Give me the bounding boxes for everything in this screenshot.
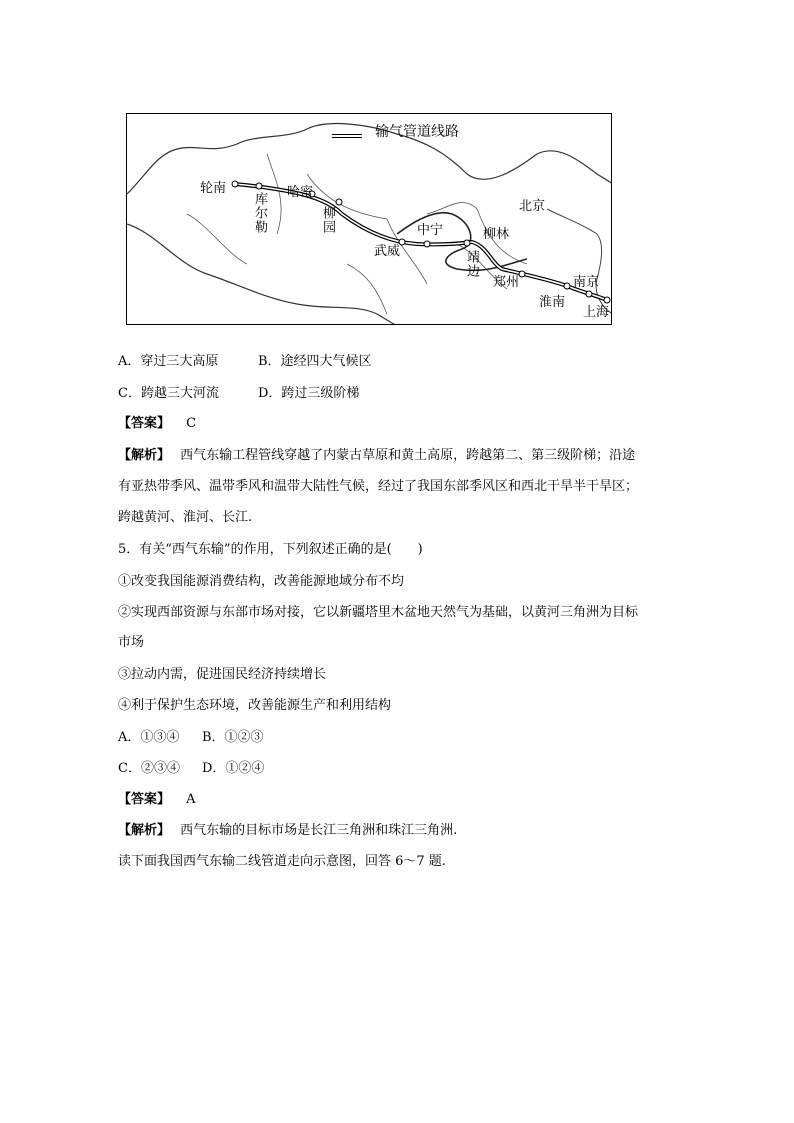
label-kuerle: 库尔勒 <box>252 192 267 234</box>
label-zhongning: 中宁 <box>417 223 444 238</box>
label-liuyuan: 柳园 <box>320 206 335 234</box>
q4-options-row-2 <box>118 384 359 404</box>
station-liuyuan <box>336 199 342 205</box>
station-jingbian <box>464 240 470 246</box>
q5-stem: 5．有关“西气东输”的作用，下列叙述正确的是( ) <box>118 542 423 557</box>
label-jingbian: 靖边 <box>464 250 479 278</box>
analysis-label: 【解析】 <box>118 448 171 463</box>
label-zhengzhou: 郑州 <box>493 275 520 290</box>
answer-label: 【答案】 <box>118 416 171 431</box>
border-line-2 <box>127 224 397 325</box>
q5-statement-4: ④利于保护生态环境，改善能源生产和利用结构 <box>118 698 392 713</box>
station-shanghai <box>604 297 610 303</box>
q5-statement-2: ②实现西部资源与东部市场对接，它以新疆塔里木盆地天然气为基础，以黄河三角洲为目标 <box>118 605 639 620</box>
q5-options-row-1 <box>118 728 264 748</box>
pipeline-map <box>126 113 612 325</box>
q4-analysis-line-3: 跨越黄河、淮河、长江. <box>118 510 253 525</box>
analysis-text: 西气东输的目标市场是长江三角洲和珠江三角洲. <box>180 823 458 838</box>
label-shanghai: 上海 <box>583 305 610 320</box>
next-question-intro: 读下面我国西气东输二线管道走向示意图，回答 6～7 题. <box>118 854 446 869</box>
station-zhongning <box>424 241 430 247</box>
analysis-text: 西气东输工程管线穿越了内蒙古草原和黄土高原，跨越第二、第三级阶梯；沿途 <box>180 448 636 463</box>
analysis-label: 【解析】 <box>118 823 171 838</box>
map-drawing <box>127 114 612 325</box>
station-huainan <box>564 283 570 289</box>
q4-answer <box>118 414 196 434</box>
label-liulin: 柳林 <box>483 227 510 242</box>
station-lunnan <box>232 181 238 187</box>
q4-analysis-line-2: 有亚热带季风、温带季风和温带大陆性气候，经过了我国东部季风区和西北干旱半干旱区； <box>118 479 639 494</box>
q5-options-row-2 <box>118 759 264 779</box>
q4-analysis-line-1 <box>118 446 635 466</box>
answer-label: 【答案】 <box>118 792 171 807</box>
q5-statement-2-cont: 市场 <box>118 635 145 650</box>
label-hami: 哈密 <box>287 185 314 200</box>
label-huainan: 淮南 <box>539 295 566 310</box>
legend-label: 输气管道线路 <box>375 124 459 140</box>
label-beijing: 北京 <box>519 199 546 214</box>
q4-option-b: B．途经四大气候区 <box>258 354 372 369</box>
q5-statement-1: ①改变我国能源消费结构，改善能源地域分布不均 <box>118 574 405 589</box>
q4-option-c: C．跨越三大河流 <box>118 386 219 401</box>
label-nanjing: 南京 <box>573 275 600 290</box>
label-lunnan: 轮南 <box>200 181 227 196</box>
answer-value: C <box>186 416 197 431</box>
answer-value: A <box>186 792 196 807</box>
q5-option-d: D．①②④ <box>202 761 265 776</box>
q4-options-row-1 <box>118 352 372 372</box>
q5-option-c: C．②③④ <box>118 761 180 776</box>
q5-analysis <box>118 821 457 841</box>
legend-symbol <box>332 134 362 138</box>
q5-option-a: A．①③④ <box>118 730 180 745</box>
label-wuwei: 武威 <box>374 244 401 259</box>
station-zhengzhou <box>519 271 525 277</box>
q5-statement-3: ③拉动内需，促进国民经济持续增长 <box>118 667 327 682</box>
q4-option-d: D．跨过三级阶梯 <box>258 386 360 401</box>
q5-answer <box>118 790 196 810</box>
station-nanjing <box>586 291 592 297</box>
station-kuerle <box>256 183 262 189</box>
q5-option-b: B．①②③ <box>202 730 264 745</box>
q4-option-a: A．穿过三大高原 <box>118 354 219 369</box>
pipeline-route-outer <box>235 184 607 300</box>
